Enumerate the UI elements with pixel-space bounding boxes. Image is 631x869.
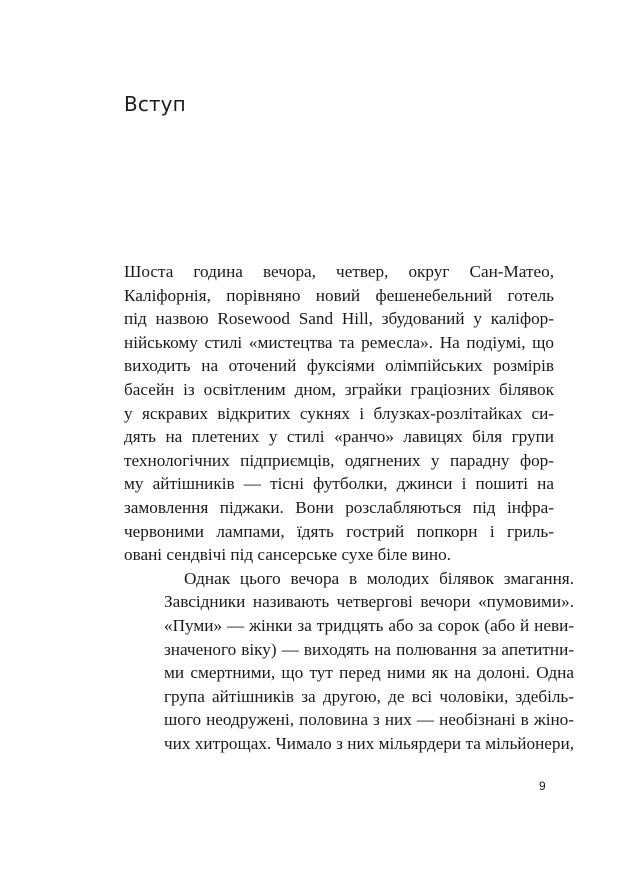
text-line: чих хитрощах. Чимало з них мільярдери та мільйонери,	[164, 733, 574, 753]
page-number: 9	[539, 779, 546, 793]
chapter-title: Вступ	[124, 92, 186, 116]
text-line: нійському стилі «мистецтва та ремесла». На подіумі, що	[124, 332, 554, 352]
text-line: «Пуми» — жінки за тридцять або за сорок (або й неви-	[164, 615, 574, 635]
text-line: технологічних підприємців, одягнених у парадну фор-	[124, 450, 554, 470]
text-line: ми смертними, що тут перед ними як на долоні. Одна	[164, 663, 574, 683]
text-line: дять на плетених у стилі «ранчо» лавицях біля групи	[124, 427, 554, 447]
text-line: група айтішників за другою, де всі чоловіки, здебіль-	[164, 686, 574, 706]
text-line: овані сендвічі під сансерське сухе біле вино.	[124, 545, 451, 565]
text-line: басейн із освітленим дном, зграйки граціозних білявок	[124, 379, 554, 399]
paragraph-2	[124, 567, 574, 756]
body-text	[124, 260, 574, 755]
text-line: під назвою Rosewood Sand Hill, збудований у каліфор-	[124, 309, 554, 329]
text-line: му айтішників — тісні футболки, джинси і пошиті на	[124, 474, 554, 494]
text-line: у яскравих відкритих сукнях і блузках-розлітайках си-	[124, 403, 554, 423]
text-line: виходить на оточений фуксіями олімпійських розмірів	[124, 356, 554, 376]
text-line: значеного віку) — виходять на полювання за апетитни-	[164, 639, 574, 659]
text-line: шого неодружені, половина з них — необізнані в жіно-	[164, 710, 574, 730]
text-line: Каліфорнія, порівняно новий фешенебельний готель	[124, 285, 554, 305]
text-line: Шоста година вечора, четвер, округ Сан-Матео,	[124, 262, 554, 281]
text-line: замовлення піджаки. Вони розслабляються під інфра-	[124, 497, 554, 517]
text-line: червоними лампами, їдять гострий попкорн і гриль-	[124, 521, 554, 541]
paragraph-1	[124, 260, 554, 567]
text-line: Однак цього вечора в молодих білявок змагання.	[184, 568, 574, 588]
text-line: Завсідники називають четвергові вечори «пумовими».	[164, 592, 574, 612]
